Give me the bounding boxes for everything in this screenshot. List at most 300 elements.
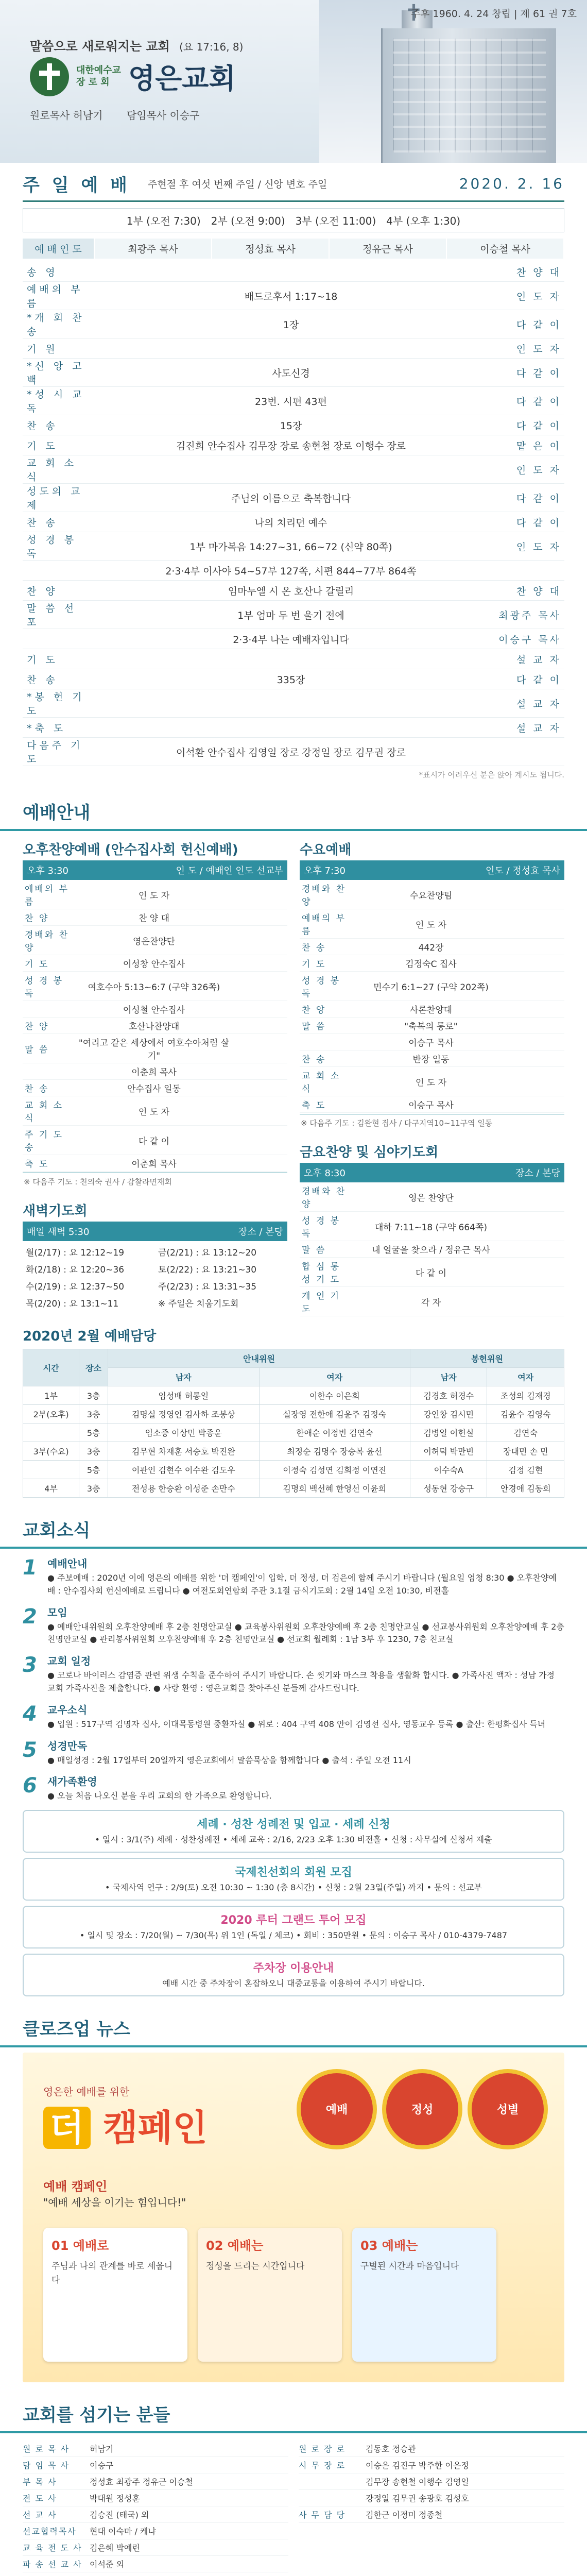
afternoon-worship bbox=[23, 839, 287, 1316]
campaign-sub: 영은한 예배를 위한 bbox=[43, 2085, 130, 2098]
order-item-leader: 인 도 자 bbox=[516, 541, 561, 553]
schedule-row bbox=[23, 1442, 564, 1461]
worship-time-3: 3부 (오전 11:00) bbox=[295, 215, 376, 227]
guide-row bbox=[23, 909, 287, 926]
servant-names: 이승은 김진구 박주한 이은정 bbox=[366, 2460, 469, 2470]
order-row bbox=[23, 415, 564, 435]
notice-box-baptism-title: 세례 · 성찬 성례전 및 입교 · 세례 신청 bbox=[197, 1818, 390, 1832]
friday-head bbox=[300, 1142, 564, 1161]
campaign-phrase: 예배 캠페인 bbox=[43, 2179, 108, 2194]
dawn-cell: 목(2/20) : 요 13:1~11 bbox=[26, 1299, 119, 1309]
news-item-number: 3 bbox=[23, 1653, 37, 1677]
order-row bbox=[23, 649, 564, 669]
campaign-card-1-text: 주님과 나의 관계를 바로 세웁니다 bbox=[51, 2261, 173, 2286]
slogan bbox=[30, 36, 243, 54]
servant-role: 원 로 장 로 bbox=[299, 2444, 346, 2454]
guide-row-content: 민수기 6:1~27 (구약 202쪽) bbox=[373, 982, 489, 993]
servant-names: 김한근 이정미 정종철 bbox=[366, 2510, 443, 2520]
order-row bbox=[23, 484, 564, 512]
schedule-cell: 이수숙A bbox=[410, 1461, 487, 1479]
wednesday-head bbox=[300, 839, 564, 858]
guide-row-content: 인 도 자 bbox=[415, 1077, 447, 1088]
order-item-leader: 최광주 목사 bbox=[498, 609, 561, 621]
guide-row bbox=[23, 1001, 287, 1018]
servants-section bbox=[0, 2433, 587, 2576]
campaign-phrase2: "예배 세상을 이기는 힘입니다!" bbox=[43, 2196, 186, 2209]
schedule-cell: 김병일 이헌실 bbox=[410, 1423, 487, 1442]
order-item-content: 2·3·4부 나는 예배자입니다 bbox=[233, 634, 349, 646]
worship-time-2: 2부 (오전 9:00) bbox=[211, 215, 285, 227]
order-item-content: 1장 bbox=[283, 319, 299, 331]
guide-row bbox=[23, 1034, 287, 1063]
guide-row-content: 김정숙C 집사 bbox=[405, 959, 457, 970]
order-item-content: 나의 치리던 예수 bbox=[254, 517, 327, 529]
news-item-number: 5 bbox=[23, 1738, 37, 1762]
guide-row-label: 기 도 bbox=[25, 959, 49, 970]
dawn-place: 장소 / 본당 bbox=[238, 1227, 283, 1238]
schedule-title: 2020년 2월 예배담당 bbox=[23, 1329, 157, 1344]
guide-row bbox=[300, 880, 564, 909]
guide-row-label: 축 도 bbox=[302, 1100, 326, 1111]
worship-time-1: 1부 (오전 7:30) bbox=[126, 215, 201, 227]
servant-names: 박대원 정성훈 bbox=[90, 2493, 140, 2503]
guide-row-content: 안수집사 일동 bbox=[127, 1084, 181, 1094]
notice-box-luther-title: 2020 루터 그랜드 투어 모집 bbox=[220, 1913, 367, 1927]
order-row bbox=[23, 282, 564, 310]
news-item-text: ● 매일성경 : 2월 17일부터 20일까지 영은교회에서 말씀묵상을 함께합니다 ● 출석 : 주일 오전 11시 bbox=[47, 1755, 411, 1765]
news-item-number: 6 bbox=[23, 1774, 37, 1798]
schedule-cell: 5층 bbox=[79, 1423, 108, 1442]
servants-right bbox=[299, 2441, 564, 2576]
servant-row bbox=[299, 2441, 564, 2457]
news-item-body bbox=[47, 1702, 564, 1731]
schedule-row bbox=[23, 1479, 564, 1498]
standing-note: *표시가 어려우신 분은 앉아 계시도 됩니다. bbox=[419, 770, 564, 779]
notice-box-friendship bbox=[23, 1858, 564, 1901]
guide-row bbox=[23, 1063, 287, 1080]
campaign-card-3-title: 03 예배는 bbox=[360, 2238, 418, 2253]
guide-row-label: 찬 송 bbox=[302, 1055, 326, 1065]
news-item bbox=[23, 1738, 564, 1767]
servant-role: 교 육 전 도 사 bbox=[23, 2543, 82, 2553]
guide-row-content: 인 도 자 bbox=[415, 920, 447, 930]
guide-row bbox=[300, 1258, 564, 1287]
afternoon-note: ※ 다음주 기도 : 천의숙 권사 / 감찰라면재회 bbox=[23, 1173, 287, 1190]
servant-names: 강정일 김무권 송광호 김성호 bbox=[366, 2493, 469, 2503]
campaign-card-2-title: 02 예배는 bbox=[206, 2238, 264, 2253]
news-item-text: ● 예배안내위원회 오후찬양예배 후 2층 친명안교실 ● 교육봉사위원회 오후찬양예배 후 2층 친명안교실 ● 선교봉사위원회 오후찬양예배 후 2층 친명안교실 ● 관리봉사위원회 오후찬양예배 후 2층 친명안교실 ● 선교회 월례회 : 1남 3부 후 1230, 7층 친교실 bbox=[47, 1621, 564, 1645]
news-item-title: 모임 bbox=[47, 1606, 67, 1619]
guide-row-label: 찬 송 bbox=[302, 943, 326, 953]
guide-row-label: 찬 송 bbox=[25, 1084, 49, 1094]
guide-row-label: 찬 양 bbox=[25, 913, 49, 924]
servant-row bbox=[23, 2473, 288, 2490]
guide-row-content: 이승구 목사 bbox=[408, 1100, 454, 1111]
schedule-col-place: 장소 bbox=[79, 1349, 108, 1386]
schedule-cell: 장대민 손 민 bbox=[487, 1442, 564, 1461]
guide-row-content: 442장 bbox=[418, 943, 444, 953]
church-logo-icon bbox=[30, 57, 69, 96]
order-item-leader: 설 교 자 bbox=[516, 654, 561, 666]
denomination bbox=[76, 65, 121, 88]
guide-row-label: 성 경 봉 독 bbox=[302, 1216, 341, 1239]
schedule-cell: 3층 bbox=[79, 1405, 108, 1423]
schedule-cell: 3부(수요) bbox=[23, 1442, 79, 1461]
wednesday-rows bbox=[300, 880, 564, 1113]
campaign-circle-devotion: 정성 bbox=[386, 2073, 458, 2145]
wednesday-worship bbox=[300, 839, 564, 1316]
afternoon-bar bbox=[23, 860, 287, 880]
guide-row-content: 대하 7:11~18 (구약 664쪽) bbox=[374, 1222, 488, 1233]
campaign-card-1 bbox=[43, 2228, 187, 2362]
notice-box-parking-title: 주차장 이용안내 bbox=[253, 1961, 334, 1975]
guide-row bbox=[23, 926, 287, 955]
order-row bbox=[23, 629, 564, 649]
schedule-col-female-2: 여자 bbox=[487, 1368, 564, 1386]
denomination-line1: 대한예수교 bbox=[76, 65, 121, 76]
order-row bbox=[23, 601, 564, 629]
leader-3: 정유근 목사 bbox=[330, 239, 447, 259]
order-item-leader: 이승구 목사 bbox=[498, 634, 561, 646]
servants-left bbox=[23, 2441, 288, 2576]
order-row bbox=[23, 718, 564, 738]
order-row bbox=[23, 310, 564, 338]
news-item-number: 2 bbox=[23, 1604, 37, 1629]
order-item-content: 2·3·4부 이사야 54~57부 127쪽, 시편 844~77부 864쪽 bbox=[165, 565, 417, 577]
order-item-leader: 다 같 이 bbox=[516, 420, 561, 432]
news-item-body bbox=[47, 1556, 564, 1598]
guide-row-label: 기 도 bbox=[302, 959, 326, 970]
slogan-text: 말씀으로 새로워지는 교회 bbox=[30, 39, 170, 54]
order-item-label: 찬 양 bbox=[27, 585, 58, 597]
worship-time-4: 4부 (오후 1:30) bbox=[386, 215, 461, 227]
schedule-row bbox=[23, 1405, 564, 1423]
afternoon-rows bbox=[23, 880, 287, 1172]
order-row bbox=[23, 387, 564, 415]
notice-box-friendship-title: 국제친선회의 회원 모집 bbox=[235, 1866, 352, 1879]
order-item-content: 1부 엄마 두 번 울기 전에 bbox=[237, 609, 344, 621]
friday-time: 오후 8:30 bbox=[304, 1168, 346, 1179]
schedule-cell: 성동현 강승구 bbox=[410, 1479, 487, 1498]
notice-box-luther-text: • 일시 및 장소 : 7/20(월) ~ 7/30(목) 위 1인 (독일 / 체코) • 회비 : 350만원 • 문의 : 이승구 목사 / 010-4379-7487 bbox=[79, 1930, 508, 1941]
servant-row bbox=[299, 2473, 564, 2490]
news-item bbox=[23, 1702, 564, 1731]
friday-place: 장소 / 본당 bbox=[515, 1168, 560, 1179]
order-item-label: *봉 헌 기 도 bbox=[27, 691, 85, 717]
news-item bbox=[23, 1556, 564, 1598]
dawn-table bbox=[23, 1243, 287, 1311]
news-item-number: 4 bbox=[23, 1702, 37, 1726]
guide-row-content: 이춘희 목사 bbox=[131, 1159, 177, 1170]
guide-row-content: 이성철 안수집사 bbox=[123, 1005, 185, 1015]
guide-row bbox=[300, 939, 564, 955]
dawn-bar bbox=[23, 1222, 287, 1241]
dawn-cell: 월(2/17) : 요 12:12~19 bbox=[26, 1248, 125, 1258]
guide-row bbox=[23, 1018, 287, 1034]
schedule-group-offering: 봉헌위원 bbox=[410, 1349, 564, 1368]
news-item-title: 성경만독 bbox=[47, 1739, 88, 1752]
guide-row-label: 축 도 bbox=[25, 1159, 49, 1170]
order-row bbox=[23, 738, 564, 766]
issue-info: 주후 1960. 4. 24 창립 | 제 61 권 7호 bbox=[410, 8, 577, 20]
guide-row bbox=[23, 955, 287, 972]
order-item-content: 배드로후서 1:17~18 bbox=[244, 291, 338, 302]
schedule-cell: 3층 bbox=[79, 1386, 108, 1405]
news-item-text: ● 입원 : 517구역 김명자 집사, 이대목동병원 중환자실 ● 위로 : 404 구역 408 안이 김영선 집사, 영동교우 등록 ● 출산: 한평화집사 득녀 bbox=[47, 1719, 546, 1729]
guide-row bbox=[300, 1018, 564, 1034]
friday-bar bbox=[300, 1163, 564, 1182]
order-item-leader: 인 도 자 bbox=[516, 291, 561, 302]
order-item-content: 이석환 안수집사 김영일 장로 강정일 장로 김무권 장로 bbox=[176, 747, 406, 758]
guide-row-label: 예배의 부름 bbox=[25, 884, 70, 907]
guide-row-content: 수요찬양팀 bbox=[409, 890, 453, 901]
dawn-cell: 화(2/18) : 요 12:20~36 bbox=[26, 1265, 125, 1275]
schedule-cell: 한애순 이정빈 김연숙 bbox=[259, 1423, 410, 1442]
campaign-card-3-text: 구별된 시간과 마음입니다 bbox=[360, 2261, 459, 2272]
order-item-leader: 다 같 이 bbox=[516, 319, 561, 331]
schedule-row bbox=[23, 1423, 564, 1442]
news-item bbox=[23, 1605, 564, 1647]
servant-row bbox=[23, 2539, 288, 2556]
servant-names: 김동호 정승관 bbox=[366, 2444, 416, 2454]
order-item-content: 김진희 안수집사 김무장 장로 송현철 장로 이행수 장로 bbox=[176, 440, 406, 452]
schedule-row bbox=[23, 1461, 564, 1479]
guide-row-content: "축복의 통로" bbox=[404, 1022, 458, 1032]
guide-row bbox=[23, 1155, 287, 1172]
worship-title-row bbox=[23, 171, 564, 202]
guide-row bbox=[23, 1080, 287, 1096]
guide-row-content: 다 같 이 bbox=[415, 1268, 447, 1279]
notice-box-baptism-text: • 일시 : 3/1(주) 세례 · 성찬성례전 • 세례 교육 : 2/16, 2/23 오후 1:30 비전홀 • 신청 : 사무실에 신청서 제출 bbox=[95, 1835, 492, 1845]
guide-row bbox=[300, 1034, 564, 1050]
leader-1: 최광주 목사 bbox=[95, 239, 212, 259]
guide-row-content: 인 도 자 bbox=[138, 1107, 170, 1117]
section-title-guide: 예배안내 bbox=[0, 793, 587, 831]
order-item-label: 성도의 교제 bbox=[27, 486, 83, 511]
news-item-text: ● 오늘 처음 나오신 분을 우리 교회의 한 가족으로 환영합니다. bbox=[47, 1791, 272, 1801]
guide-row-label: 개 인 기 도 bbox=[302, 1291, 341, 1314]
guide-row-content: 내 얼굴을 찾으라 / 정유근 목사 bbox=[372, 1245, 490, 1256]
guide-row-label: 경배와 찬양 bbox=[25, 930, 70, 953]
dawn-row bbox=[23, 1294, 287, 1311]
guide-row bbox=[300, 1067, 564, 1096]
section-title-servants: 교회를 섬기는 분들 bbox=[0, 2396, 587, 2433]
guide-row-content: 여호수아 5:13~6:7 (구약 326쪽) bbox=[88, 982, 220, 993]
order-item-content: 임마누엘 시 온 호산나 갈릴리 bbox=[228, 585, 354, 597]
schedule-col-male-1: 남자 bbox=[108, 1368, 259, 1386]
order-item-leader: 맡 은 이 bbox=[516, 440, 561, 452]
order-row bbox=[23, 435, 564, 455]
guide-row-label: 경배와 찬양 bbox=[302, 1187, 347, 1210]
order-item-label: 예배의 부름 bbox=[27, 284, 83, 309]
news-item-text: ● 코로나 바이러스 감염증 관련 위생 수칙을 준수하여 주시기 바랍니다. 손 씻기와 마스크 착용을 생활화 합시다. ● 가족사진 액자 : 성남 가정 교회 가족사진을 제출합니다. ● 사랑 환영 : 영은교회를 찾아주신 분들께 감사드립니다. bbox=[47, 1670, 555, 1693]
campaign-card-2 bbox=[198, 2228, 342, 2362]
guide-row-content: 인 도 자 bbox=[138, 890, 170, 901]
campaign-card-1-title: 01 예배로 bbox=[51, 2238, 109, 2253]
guide-row bbox=[300, 1001, 564, 1018]
guide-row-label: 말 씀 bbox=[302, 1245, 326, 1256]
guide-row-label: 말 씀 bbox=[302, 1022, 326, 1032]
schedule-cell: 김명실 정영인 김사하 조봉상 bbox=[108, 1405, 259, 1423]
dawn-cell: ※ 주일은 치움기도회 bbox=[158, 1299, 239, 1309]
afternoon-leader: 인 도 / 예배인 인도 선교부 bbox=[176, 866, 283, 876]
guide-row bbox=[300, 1212, 564, 1241]
order-row bbox=[23, 455, 564, 484]
guide-row bbox=[300, 1287, 564, 1316]
news-item-title: 예배안내 bbox=[47, 1557, 88, 1570]
afternoon-head bbox=[23, 839, 287, 858]
dawn-row bbox=[23, 1277, 287, 1294]
leader-4: 이승철 목사 bbox=[447, 239, 564, 259]
schedule-cell: 최정순 김명수 장승복 윤선 bbox=[259, 1442, 410, 1461]
order-item-leader: 다 같 이 bbox=[516, 517, 561, 529]
schedule-cell: 김연숙 bbox=[487, 1423, 564, 1442]
guide-row-content: 이승구 목사 bbox=[408, 1038, 454, 1048]
order-item-leader: 다 같 이 bbox=[516, 493, 561, 504]
order-item-label: *성 시 교 독 bbox=[27, 389, 85, 414]
schedule-cell: 이관인 김현수 이수완 김도우 bbox=[108, 1461, 259, 1479]
order-item-label: 성 경 봉 독 bbox=[27, 534, 77, 560]
campaign-title-b: 캠페인 bbox=[103, 2106, 208, 2149]
guide-row bbox=[300, 909, 564, 939]
leaders-label: 예 배 인 도 bbox=[23, 239, 95, 259]
news-item-body bbox=[47, 1605, 564, 1647]
guide-row-content: 찬 양 대 bbox=[138, 913, 170, 924]
worship-date: 2020. 2. 16 bbox=[459, 175, 564, 192]
worship-times bbox=[23, 208, 564, 232]
schedule-col-male-2: 남자 bbox=[410, 1368, 487, 1386]
schedule-cell: 안경애 김동희 bbox=[487, 1479, 564, 1498]
campaign-title bbox=[43, 2099, 208, 2151]
guide-row-content: 이성창 안수집사 bbox=[123, 959, 185, 970]
guide-row-label: 교 회 소 식 bbox=[25, 1100, 64, 1124]
order-item-label: *개 회 찬 송 bbox=[27, 312, 85, 337]
news-item-number: 1 bbox=[23, 1556, 37, 1580]
order-item-leader: 다 같 이 bbox=[516, 367, 561, 379]
order-item-label: 기 도 bbox=[27, 654, 58, 666]
guide-row-label: 성 경 봉 독 bbox=[302, 976, 341, 999]
guide-row-content: 반장 일동 bbox=[412, 1055, 450, 1065]
guide-row bbox=[300, 972, 564, 1001]
news-item-body bbox=[47, 1653, 564, 1695]
guide-row-label: 찬 양 bbox=[25, 1022, 49, 1032]
news-item-text: ● 주보에배 : 2020년 이에 영은의 예배를 위한 '더 캠페인'이 입학, 더 정성, 더 검은에 함께 주시기 바랍니다 (월요일 엄청 8:30 ● 오후찬양예배 : 안수집사회 헌신예배로 드립니다 ● 여전도회연합회 주관 3.1절 금식기도회 : 2월 14일 오전 10:30, 비전홀 bbox=[47, 1573, 557, 1596]
order-item-leader: 다 같 이 bbox=[516, 396, 561, 408]
guide-row-content: "여리고 같은 세상에서 여호수아처럼 살기" bbox=[78, 1038, 230, 1061]
servant-names: 이승구 bbox=[90, 2460, 114, 2470]
order-row bbox=[23, 669, 564, 689]
guide-row-label: 주 기 도 송 bbox=[25, 1130, 64, 1153]
guide-row-label: 교 회 소 식 bbox=[302, 1071, 341, 1094]
order-item-leader: 다 같 이 bbox=[516, 674, 561, 686]
notice-box-friendship-text: • 국제사역 연구 : 2/9(토) 오전 10:30 ~ 1:30 (총 8시간) • 신청 : 2월 23일(주일) 까지 • 문의 : 선교부 bbox=[105, 1883, 482, 1893]
schedule-cell: 4부 bbox=[23, 1479, 79, 1498]
servant-role: 선교협력목사 bbox=[23, 2526, 77, 2536]
servant-row bbox=[23, 2490, 288, 2506]
senior-pastor: 담임목사 이승구 bbox=[126, 109, 200, 122]
notice-box-parking-text: 예배 시간 중 주차장이 혼잡하오니 대중교통을 이용하여 주시기 바랍니다. bbox=[162, 1978, 425, 1988]
order-item-label: *축 도 bbox=[27, 722, 66, 734]
guide-row-label: 말 씀 bbox=[25, 1044, 49, 1055]
servant-row bbox=[23, 2572, 288, 2576]
servant-names: 김승진 (태국) 외 bbox=[90, 2510, 149, 2520]
schedule-cell: 1부 bbox=[23, 1386, 79, 1405]
guide-row-content: 사론찬양대 bbox=[409, 1005, 453, 1015]
guide-row-content: 영은찬양단 bbox=[132, 936, 176, 947]
wednesday-title: 수요예배 bbox=[300, 842, 352, 858]
worship-leaders bbox=[23, 239, 564, 259]
guide-row bbox=[300, 1241, 564, 1258]
schedule-cell: 김정 김현 bbox=[487, 1461, 564, 1479]
schedule-table bbox=[23, 1349, 564, 1498]
pastors bbox=[30, 107, 220, 122]
schedule-cell: 3층 bbox=[79, 1442, 108, 1461]
order-item-label: 말 씀 선 포 bbox=[27, 603, 77, 628]
dawn-cell: 금(2/21) : 요 13:12~20 bbox=[158, 1248, 257, 1258]
servant-role bbox=[299, 2492, 366, 2504]
schedule-col-female-1: 여자 bbox=[259, 1368, 410, 1386]
news-item-title: 교우소식 bbox=[47, 1703, 88, 1716]
servant-role: 원 로 목 사 bbox=[23, 2444, 70, 2454]
order-row bbox=[23, 689, 564, 718]
dawn-title: 새벽기도회 bbox=[23, 1204, 88, 1219]
schedule-cell: 이한수 이은희 bbox=[259, 1386, 410, 1405]
worship-title: 주 일 예 배 bbox=[23, 175, 130, 196]
order-item-leader: 찬 양 대 bbox=[516, 266, 561, 278]
schedule-cell: 조성의 김재경 bbox=[487, 1386, 564, 1405]
order-row bbox=[23, 561, 564, 581]
servant-names: 김무장 송현철 이행수 김영일 bbox=[366, 2477, 469, 2487]
section-title-closeup: 클로즈업 뉴스 bbox=[0, 2010, 587, 2047]
order-item-content: 15장 bbox=[280, 420, 302, 432]
guide-row-label: 찬 양 bbox=[302, 1005, 326, 1015]
order-row bbox=[23, 532, 564, 561]
worship-order-list bbox=[23, 262, 564, 766]
order-item-leader: 설 교 자 bbox=[516, 698, 561, 710]
guide-row bbox=[23, 880, 287, 909]
schedule-cell: 강인창 김시민 bbox=[410, 1405, 487, 1423]
order-item-label: 기 원 bbox=[27, 343, 58, 355]
schedule-body bbox=[23, 1386, 564, 1498]
schedule-group-usher: 안내위원 bbox=[108, 1349, 410, 1368]
servant-role bbox=[299, 2476, 366, 2487]
campaign-circle-worship: 예배 bbox=[301, 2073, 373, 2145]
order-item-leader: 찬 양 대 bbox=[516, 585, 561, 597]
guide-row bbox=[300, 1050, 564, 1067]
schedule-cell: 김윤수 김영숙 bbox=[487, 1405, 564, 1423]
order-item-label: 찬 송 bbox=[27, 674, 58, 686]
schedule-cell: 김경호 허경수 bbox=[410, 1386, 487, 1405]
order-item-leader: 설 교 자 bbox=[516, 722, 561, 734]
schedule-row bbox=[23, 1386, 564, 1405]
news-item-title: 교회 일정 bbox=[47, 1655, 91, 1668]
founder-pastor: 원로목사 허남기 bbox=[30, 109, 103, 122]
guide-row-content: 호산나찬양대 bbox=[128, 1022, 180, 1032]
schedule-group-row bbox=[23, 1349, 564, 1368]
servant-row bbox=[23, 2556, 288, 2572]
worship-order-section bbox=[0, 163, 587, 780]
denomination-line2: 장 로 회 bbox=[76, 76, 110, 88]
order-item-content: 1부 마가복음 14:27~31, 66~72 (신약 80쪽) bbox=[189, 541, 392, 553]
leader-2: 정성효 목사 bbox=[212, 239, 330, 259]
schedule-cell: 3층 bbox=[79, 1479, 108, 1498]
servant-role: 파 송 선 교 사 bbox=[23, 2559, 82, 2569]
order-row bbox=[23, 359, 564, 387]
schedule-cell bbox=[23, 1461, 79, 1479]
guide-columns bbox=[0, 831, 587, 1316]
order-item-content: 23번. 시편 43편 bbox=[255, 396, 327, 408]
order-item-content: 사도신경 bbox=[272, 367, 310, 379]
